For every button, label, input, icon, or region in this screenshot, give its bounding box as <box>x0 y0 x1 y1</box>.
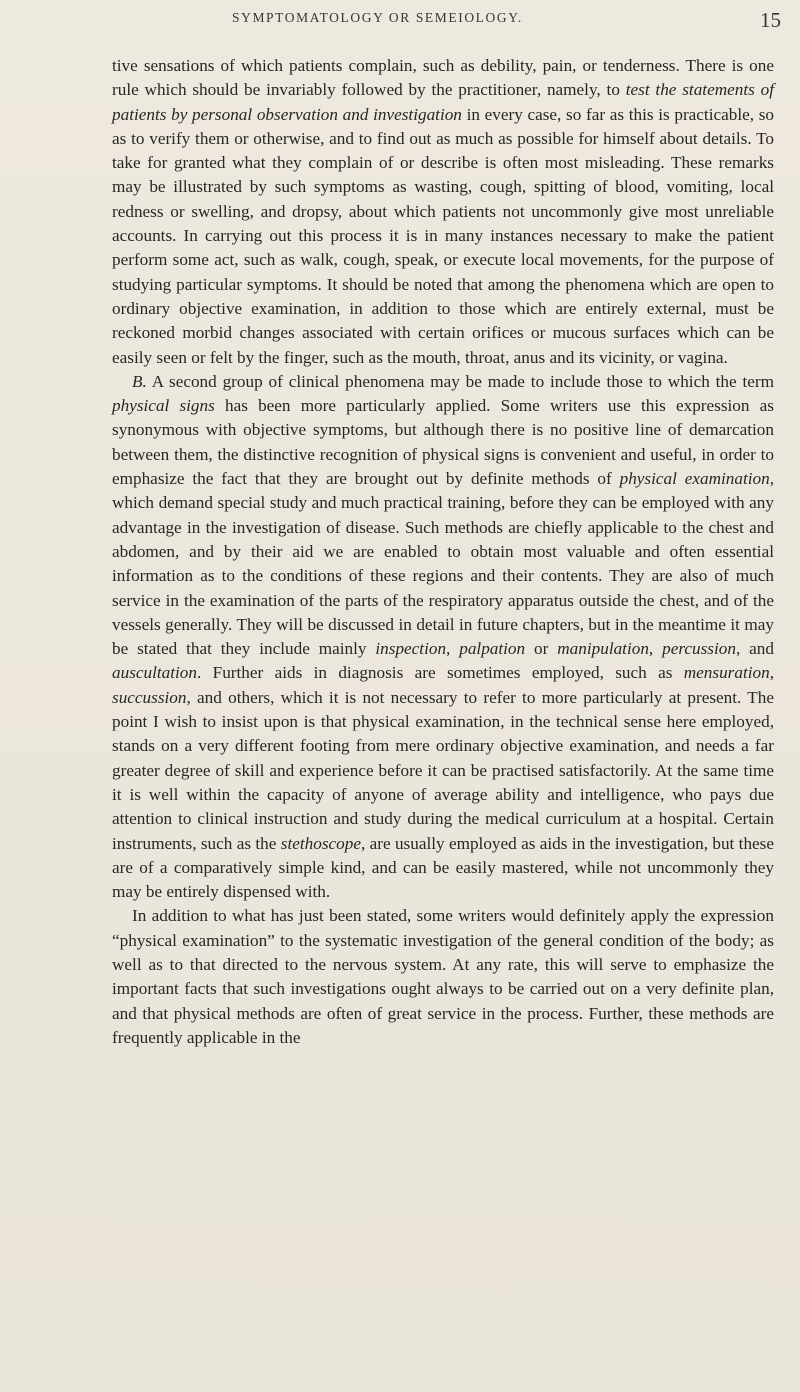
running-head: SYMPTOMATOLOGY OR SEMEIOLOGY. <box>232 10 523 25</box>
italic-run: test the statements of patients by personal observation and investigation <box>112 80 774 124</box>
text-run: , are usually employed as aids in the investigation, but these are of a comparatively simple kind, and can be easily mastered, while not uncommonly they may be entirely dispensed with. <box>112 833 774 902</box>
text-run: in every case, so far as this is practicable, so as to verify them or otherwise, and to find out as much as possible for himself about details. To take for granted what they complain of or describe is often most misleading. These remarks may be illustrated by such symptoms as wasting, cough, spitting of blood, vomiting, local redness or swelling, and dropsy, about which patients not uncommonly give most unreliable accounts. In carrying out this process it is in many instances necessary to make the patient perform some act, such as walk, cough, speak, or execute local movements, for the purpose of studying particular symptoms. It should be noted that among the phenomena which are open to ordinary objective examination, in addition to those which are entirely external, must be reckoned morbid changes associated with certain orifices or mucous surfaces which can be easily seen or felt by the finger, such as the mouth, throat, anus and its vicinity, or vagina. <box>112 104 774 367</box>
paragraph-2-physical-signs <box>112 370 774 905</box>
page-number: 15 <box>760 8 781 32</box>
italic-run: physical examination <box>619 469 770 489</box>
body-text <box>112 54 774 1050</box>
page-header <box>0 8 800 48</box>
text-run: , which demand special study and much practical training, before they can be employed with any advantage in the investigation of disease. Such methods are chiefly applicable to the chest and abdomen, and by their aid we are enabled to obtain most valuable and often essential information as to the conditions of these regions and their contents. They are also of much service in the examination of the parts of the respiratory apparatus outside the chest, and of the vessels generally. They will be discussed in detail in future chapters, but in the meantime it may be stated that they include mainly <box>112 469 774 659</box>
text-run: or <box>525 639 558 659</box>
italic-run: B. <box>132 371 147 391</box>
text-run: , and others, which it is not necessary to refer to more particularly at present. The point I wish to insist upon is that physical examination, in the technical sense here employed, stands on a very different footing from mere ordinary objective examination, and needs a far greater degree of skill and experience before it can be practised satisfactorily. At the same time it is well within the capacity of anyone of average ability and intelligence, who pays due attention to clinical instruction and study during the medical curriculum at a hospital. Certain instruments, such as the <box>112 687 774 853</box>
italic-run: manipulation, percussion <box>557 639 736 659</box>
text-run: A second group of clinical phenomena may be made to include those to which the term <box>146 371 774 391</box>
text-run: tive sensations of which patients complain, such as debility, pain, or tenderness. There is one rule which should be invariably followed by the practitioner, namely, to <box>112 56 774 100</box>
text-run: has been more particularly applied. Some writers use this expression as synonymous with objective symptoms, but although there is no positive line of demarcation between them, the distinctive recognition of physical signs is convenient and useful, in order to emphasize the fact that they are brought out by definite methods of <box>112 396 774 489</box>
text-run: . Further aids in diagnosis are sometimes employed, such as <box>196 663 684 683</box>
italic-run: physical signs <box>112 396 215 416</box>
paragraph-1 <box>112 54 774 370</box>
italic-run: mensuration, succussion <box>112 663 774 707</box>
italic-run: inspection, palpation <box>375 639 526 659</box>
italic-run: stethoscope <box>280 833 361 853</box>
text-run: , and <box>735 639 774 659</box>
italic-run: auscultation <box>112 663 197 683</box>
text-run: In addition to what has just been stated, some writers would definitely apply the expression “physical examination” to the systematic investigation of the general condition of the body; as well as to that directed to the nervous system. At any rate, this will serve to emphasize the important facts that such investigations ought always to be carried out on a very definite plan, and that physical methods are often of great service in the process. Further, these methods are frequently applicable in the <box>112 906 774 1047</box>
paragraph-3-physical-examination <box>112 904 774 1050</box>
